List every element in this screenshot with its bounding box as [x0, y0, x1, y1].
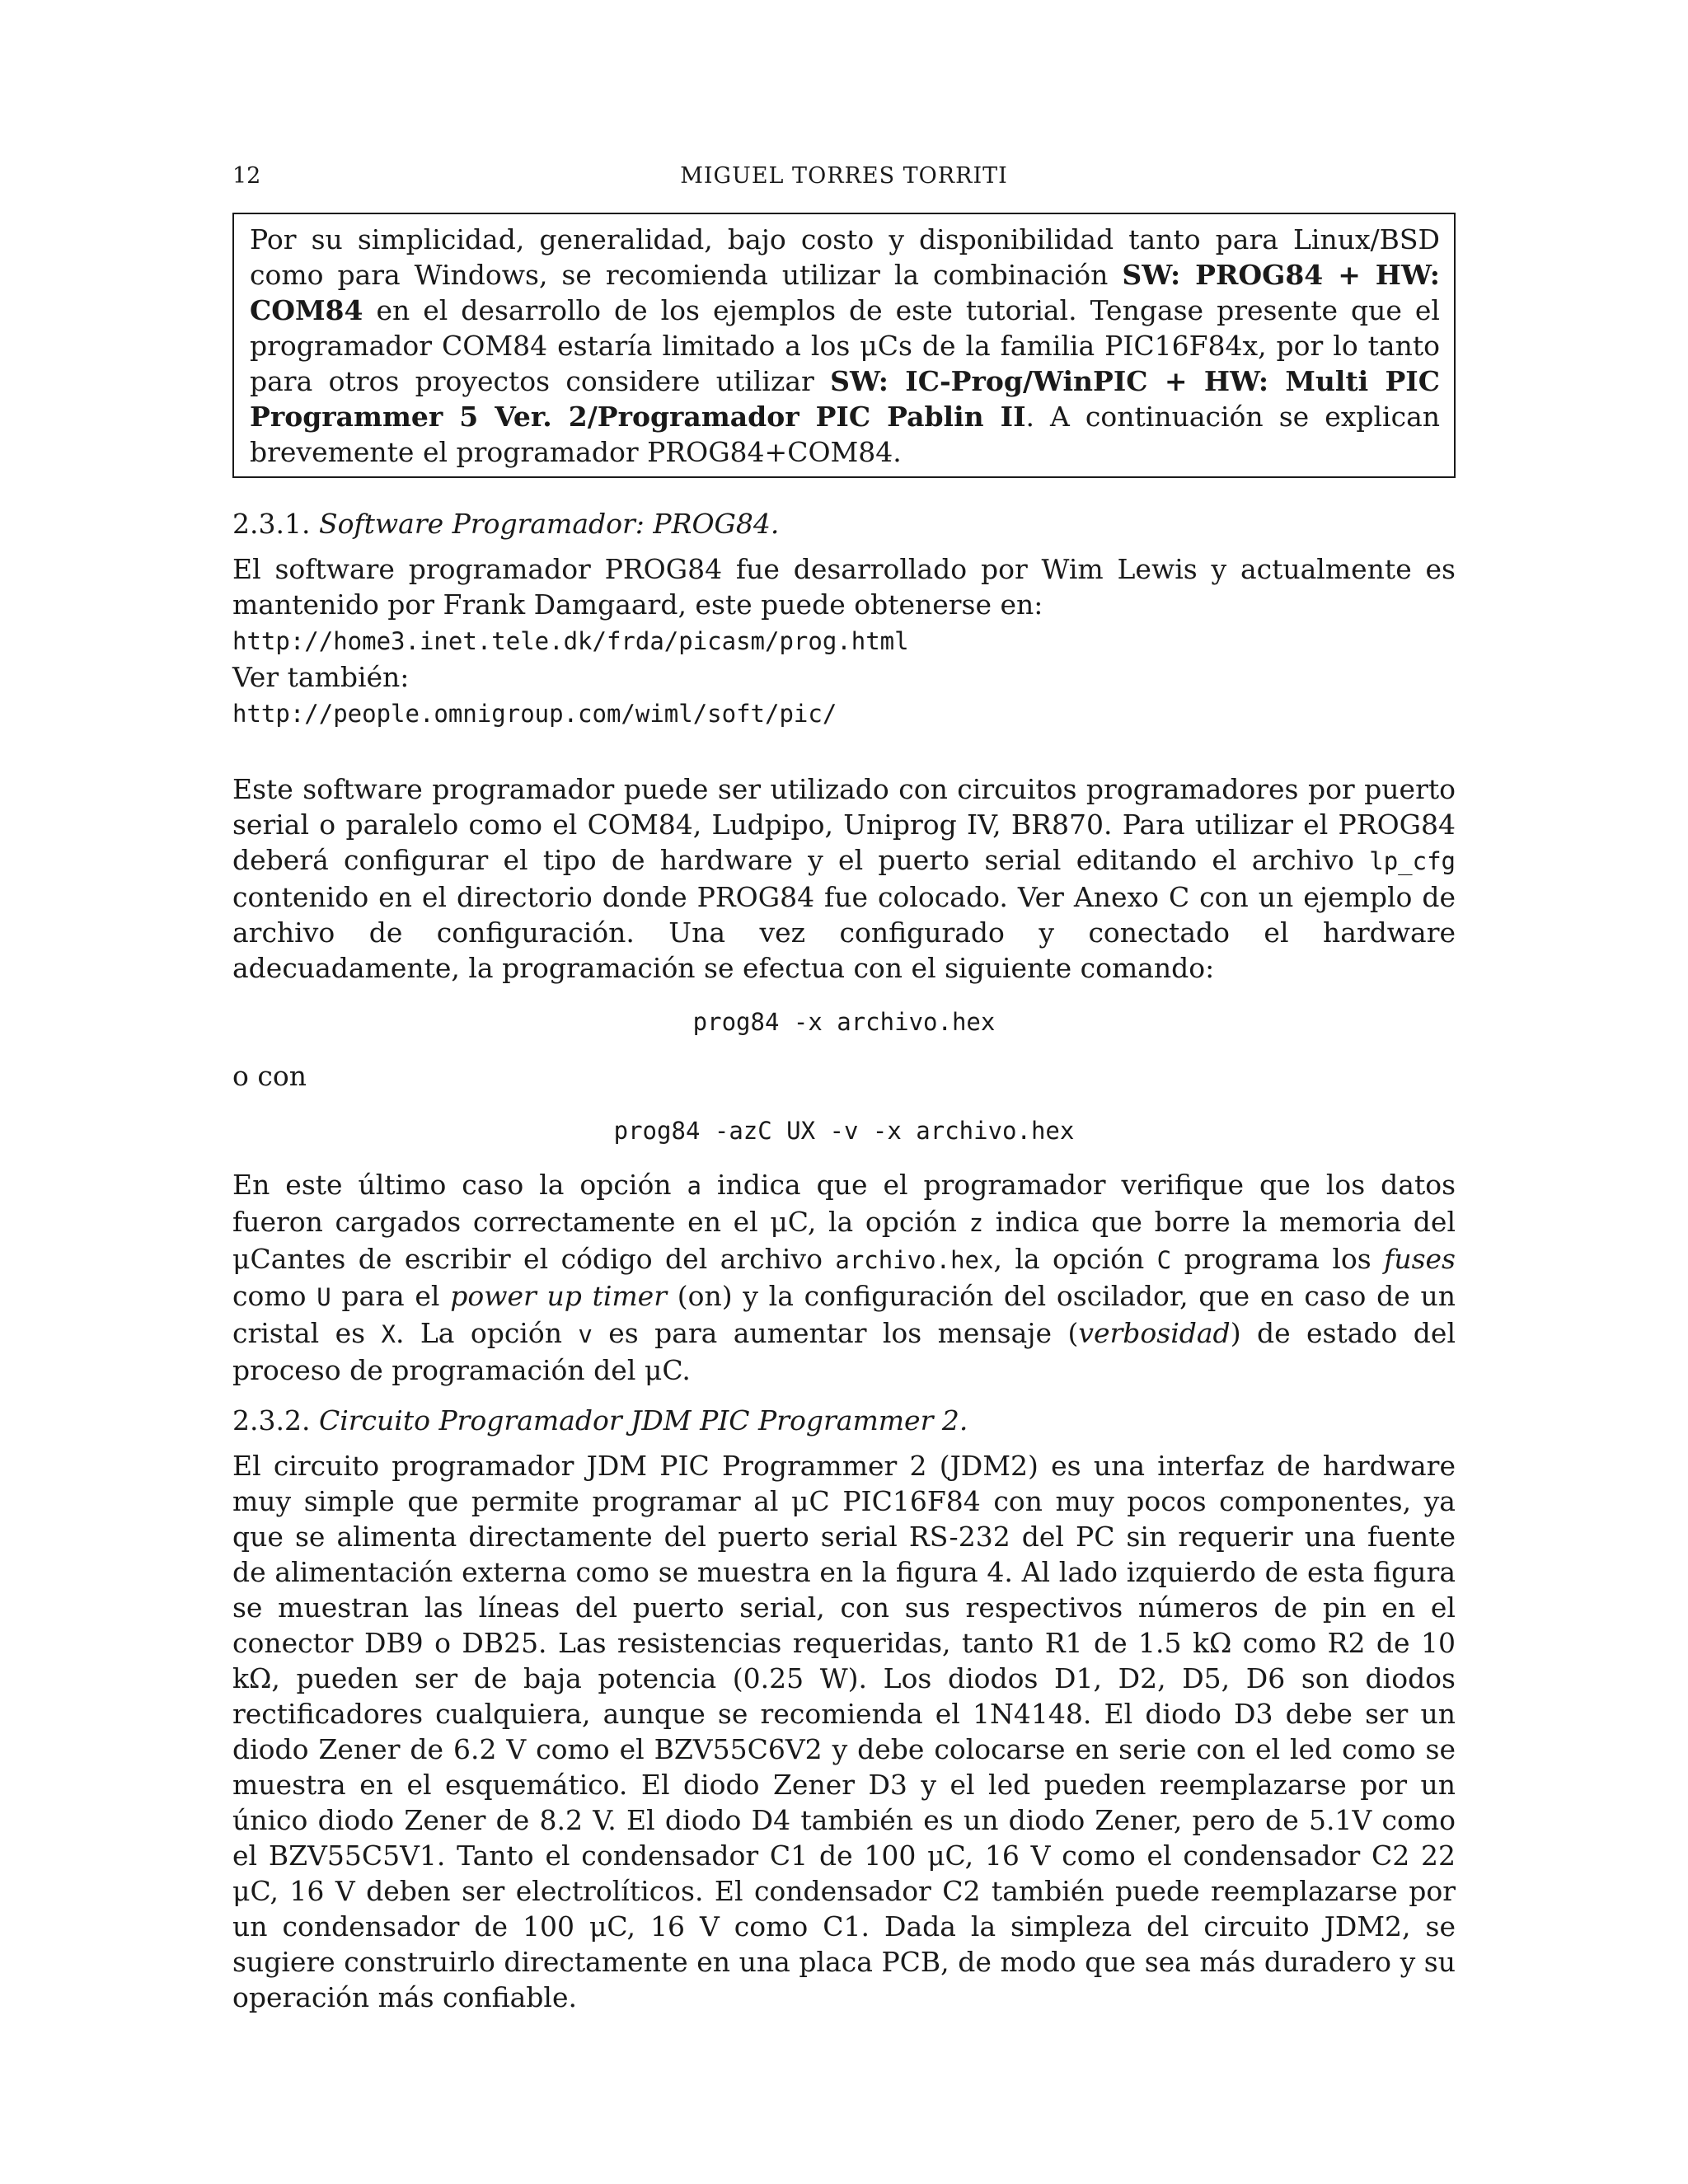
- section-heading-2-3-2: [232, 1403, 1456, 1438]
- box-bold-2: SW: IC-Prog/WinPIC + HW: Multi PIC Programmer 5 Ver. 2/Programador PIC Pablin II: [250, 365, 1440, 433]
- main-text: [232, 213, 1456, 2015]
- paragraph-jdm2: El circuito programador JDM PIC Programmer 2 (JDM2) es una interfaz de hardware muy simple que permite programar al μC PIC16F84 con muy pocos componentes, ya que se alimenta directamente del puerto serial RS-232 del PC sin requerir una fuente de alimentación externa como se muestra en la figura 4. Al lado izquierdo de esta figura se muestran las líneas del puerto serial, con sus respectivos números de pin en el conector DB9 o DB25. Las resistencias requeridas, tanto R1 de 1.5 kΩ como R2 de 10 kΩ, pueden ser de baja potencia (0.25 W). Los diodos D1, D2, D5, D6 son diodos rectificadores cualquiera, aunque se recomienda el 1N4148. El diodo D3 debe ser un diodo Zener de 6.2 V como el BZV55C6V2 y debe colocarse en serie con el led como se muestra en el esquemático. El diodo Zener D3 y el led pueden reemplazarse por un único diodo Zener de 8.2 V. El diodo D4 también es un diodo Zener, pero de 5.1V como el BZV55C5V1. Tanto el condensador C1 de 100 μC, 16 V como el condensador C2 22 μC, 16 V deben ser electrolíticos. El condensador C2 también puede reemplazarse por un condensador de 100 μC, 16 V como C1. Dada la simpleza del circuito JDM2, se sugiere construirlo directamente en una placa PCB, de modo que sea más duradero y su operación más confiable.: [232, 1450, 1456, 2013]
- box-text-2: en el desarrollo de los ejemplos de este tutorial. Tengase presente que el programador COM84 estaría limitado a los μCs de la familia PIC16F84x, por lo tanto para otros proyectos considere utilizar: [250, 294, 1440, 397]
- code-option-a: a: [687, 1172, 701, 1200]
- italic-fuses: fuses: [1384, 1243, 1456, 1275]
- section-title: Circuito Programador JDM PIC Programmer 2.: [318, 1404, 968, 1436]
- code-option-z: z: [968, 1209, 984, 1237]
- recommendation-box: [232, 213, 1456, 478]
- box-text-1: Por su simplicidad, generalidad, bajo costo y disponibilidad tanto para Linux/BSD como para Windows, se recomienda utilizar la combinación: [250, 223, 1440, 291]
- italic-verbosidad: verbosidad: [1078, 1317, 1231, 1349]
- code-option-v: v: [578, 1320, 593, 1348]
- code-lp-cfg: lp_cfg: [1369, 847, 1456, 875]
- box-bold-1: SW: PROG84 + HW: COM84: [250, 259, 1440, 326]
- paragraph-options: En este último caso la opción a indica que el programador verifique que los datos fueron cargados correctamente en el μC, la opción z indica que borre la memoria del μCantes de escribir el código del archivo archivo.hex, la opción C programa los fuses como U para el power up timer (on) y la configuración del oscilador, que en caso de un cristal es X. La opción v es para aumentar los mensaje (verbosidad) de estado del proceso de programación del μC.: [232, 1169, 1456, 1386]
- box-text-3: . A continuación se explican brevemente el programador PROG84+COM84.: [250, 401, 1440, 468]
- running-author: MIGUEL TORRES TORRITI: [680, 163, 1008, 189]
- italic-power-up-timer: power up timer: [450, 1280, 667, 1312]
- page-number: 12: [232, 163, 261, 189]
- section-heading-2-3-1: [232, 506, 1456, 541]
- section-number: 2.3.1.: [232, 508, 311, 540]
- section-title: Software Programador: PROG84.: [318, 508, 780, 540]
- running-header: [232, 163, 1456, 196]
- paragraph-prog84-usage: [232, 771, 1456, 986]
- command-line-1: prog84 -x archivo.hex: [692, 1008, 996, 1036]
- code-archivo-hex: archivo.hex: [835, 1246, 994, 1274]
- paragraph-text: Este software programador puede ser utilizado con circuitos programadores por puerto serial o paralelo como el COM84, Ludpipo, Uniprog IV, BR870. Para utilizar el PROG84 deberá configurar el tipo de hardware y el puerto serial editando el archivo: [232, 773, 1456, 876]
- paragraph-prog84-intro: [232, 551, 1456, 732]
- code-option-x: X: [381, 1320, 396, 1348]
- paragraph-text: El software programador PROG84 fue desarrollado por Wim Lewis y actualmente es mantenido por Frank Damgaard, este puede obtenerse en:: [232, 553, 1456, 621]
- see-also-label: Ver también:: [232, 661, 410, 693]
- url-omnigroup[interactable]: http://people.omnigroup.com/wiml/soft/pic/: [232, 700, 837, 728]
- command-line-2: prog84 -azC UX -v -x archivo.hex: [613, 1117, 1075, 1145]
- url-prog84[interactable]: http://home3.inet.tele.dk/frda/picasm/prog.html: [232, 627, 909, 655]
- section-number: 2.3.2.: [232, 1404, 311, 1436]
- or-with-text: o con: [232, 1060, 307, 1092]
- code-option-c: C: [1156, 1246, 1172, 1274]
- code-option-u: U: [316, 1283, 331, 1311]
- paragraph-text: contenido en el directorio donde PROG84 fue colocado. Ver Anexo C con un ejemplo de archivo de configuración. Una vez configurado y conectado el hardware adecuadamente, la programación se efectua con el siguiente comando:: [232, 881, 1456, 984]
